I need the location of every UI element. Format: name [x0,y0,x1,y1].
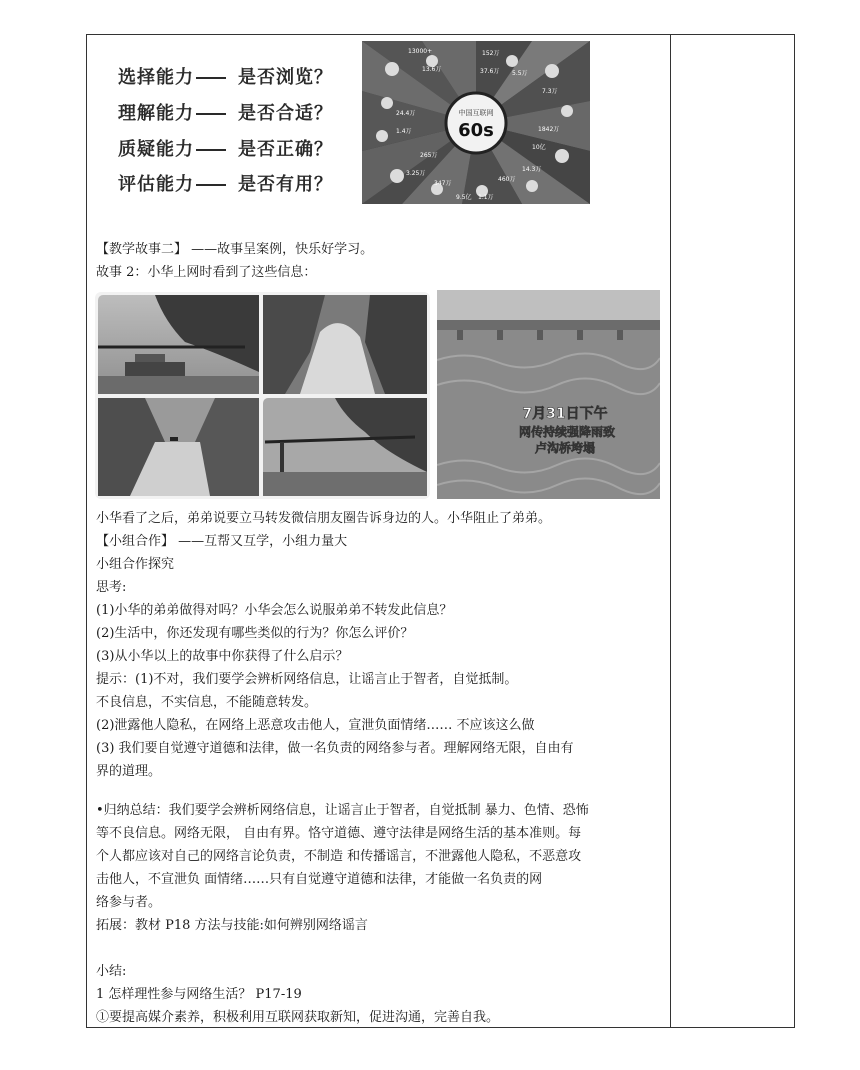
hint-1-cont: 不良信息，不实信息，不能随意转发。 [96,695,318,710]
infographic-stat: 3.25万 [406,170,426,177]
hint-3-cont: 界的道理。 [96,764,162,779]
infographic-stat: 1.4万 [396,128,412,135]
question-1: (1)小华的弟弟做得对吗？小华会怎么说服弟弟不转发此信息？ [96,603,453,618]
ability-row-4 [118,170,333,196]
ability-name: 质疑能力 [118,139,194,160]
flood-caption-date: 7月31日下午 [522,406,608,422]
photo-river-gorge [98,398,259,496]
photo-bridge-fire [98,295,259,394]
ability-question: 是否合适？ [238,103,333,124]
question-2: (2)生活中，你还发现有哪些类似的行为？你怎么评价？ [96,626,414,641]
infographic-stat: 37.6万 [480,68,500,75]
conclusion-line: ①要提高媒介素养，积极利用互联网获取新知，促进沟通，完善自我。 [96,1010,500,1025]
internet-60s-infographic [362,41,590,204]
infographic-stat: 10亿 [532,144,546,151]
summary-line: 击他人，不宣泄负 面情绪……只有自觉遵守道德和法律，才能做一名负责的网 [96,872,543,887]
infographic-stat: 14.3万 [522,166,542,173]
conclusion-line: 1 怎样理性参与网络生活？ P17-19 [96,987,302,1002]
paragraph: 小组合作探究 [96,557,175,572]
ability-row-3 [118,135,333,161]
paragraph: 小华看了之后，弟弟说要立马转发微信朋友圈告诉身边的人。小华阻止了弟弟。 [96,511,552,526]
infographic-stat: 152万 [482,50,500,57]
photo-bridge-smoke [263,398,427,496]
infographic-center-title: 中国互联网 [458,109,494,117]
infographic-stat: 9.5亿 [456,194,472,201]
infographic-stat: 460万 [498,176,516,183]
table-column-divider [670,34,671,1028]
conclusion-heading: 小结: [96,964,127,979]
infographic-stat: 1.1万 [478,194,494,201]
hint-2: (2)泄露他人隐私，在网络上恶意攻击他人，宣泄负面情绪…… 不应该这么做 [96,718,535,733]
infographic-stat: 13.6万 [422,66,442,73]
ability-name: 评估能力 [118,174,194,195]
story-line: 故事 2：小华上网时看到了这些信息： [96,265,317,280]
ability-name: 选择能力 [118,67,194,88]
ability-question: 是否有用？ [238,174,333,195]
summary-line: 个人都应该对自己的网络言论负责，不制造 和传播谣言，不泄露他人隐私，不恶意攻 [96,849,582,864]
ability-question: 是否正确？ [238,139,333,160]
infographic-stat: 13000+ [408,48,433,55]
infographic-stat: 347万 [434,180,452,187]
story-heading: 【教学故事二】 ——故事呈案例，快乐好学习。 [96,242,374,257]
flood-caption-line3: 卢沟桥垮塌 [534,441,596,455]
ability-row-1 [118,63,333,89]
summary-line: 等不良信息。网络无限， 自由有界。恪守道德、遵守法律是网络生活的基本准则。每 [96,826,582,841]
infographic-stat: 265万 [420,152,438,159]
ability-name: 理解能力 [118,103,194,124]
ability-question: 是否浏览？ [238,67,333,88]
infographic-stat: 7.3万 [542,88,558,95]
extension-line: 拓展：教材 P18 方法与技能:如何辨别网络谣言 [96,918,368,933]
flood-caption-line2: 网传持续强降雨致 [518,425,616,439]
hint-1: 提示：(1)不对，我们要学会辨析网络信息，让谣言止于智者，自觉抵制。 [96,672,518,687]
hint-3: (3) 我们要自觉遵守道德和法律，做一名负责的网络参与者。理解网络无限，自由有 [96,741,574,756]
infographic-center-value: 60s [458,120,494,141]
photo-grid [95,292,430,499]
infographic-stat: 1842万 [538,126,560,133]
photo-mountain-collapse [263,295,427,394]
group-work-heading: 【小组合作】 ——互帮又互学，小组力量大 [96,534,348,549]
photo-lugou-bridge-flood [437,290,660,499]
summary-line: •归纳总结：我们要学会辨析网络信息，让谣言止于智者，自觉抵制 暴力、色情、恐怖 [96,803,589,818]
infographic-stat: 24.4万 [396,110,416,117]
question-3: (3)从小华以上的故事中你获得了什么启示？ [96,649,349,664]
infographic-stat: 5.5万 [512,70,528,77]
paragraph: 思考: [96,580,127,595]
ability-row-2 [118,99,333,125]
summary-line: 络参与者。 [96,895,162,910]
